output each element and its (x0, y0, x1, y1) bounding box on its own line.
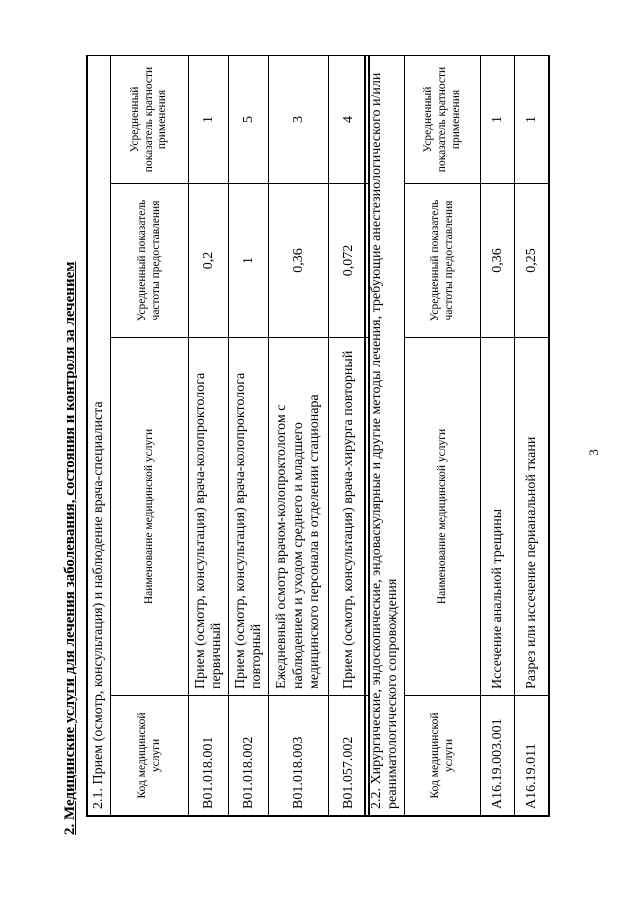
cell-name: Ежедневный осмотр врачом-колопроктологом с наблюдением и уходом среднего и младшего медицинского персонала в отделении стационара (269, 338, 329, 696)
cell-mult: 1 (189, 55, 229, 183)
cell-freq: 0,2 (189, 184, 229, 338)
header-code: Код медицинской услуги (405, 696, 481, 816)
cell-mult: 3 (269, 55, 329, 183)
table-row (481, 56, 515, 816)
table-title-row (88, 55, 111, 815)
header-freq: Усредненный показатель частоты предоставления (405, 184, 481, 338)
section-heading: 2. Медицинские услуги для лечения заболевания, состояния и контроля за лечением (62, 261, 78, 835)
table-header-row (405, 56, 481, 816)
header-mult: Усредненный показатель кратности применения (405, 56, 481, 184)
cell-code: A16.19.011 (515, 696, 549, 816)
cell-freq: 0,36 (269, 184, 329, 338)
header-code: Код медицинской услуги (111, 696, 189, 816)
cell-code: A16.19.003.001 (481, 696, 515, 816)
cell-mult: 5 (229, 55, 269, 183)
cell-mult: 1 (481, 56, 515, 184)
cell-mult: 1 (515, 56, 549, 184)
header-freq: Усредненный показатель частоты предоставления (111, 184, 189, 338)
header-name: Наименование медицинской услуги (111, 338, 189, 696)
cell-name: Прием (осмотр, консультация) врача-колопроктолога первичный (189, 338, 229, 696)
table-row (329, 55, 369, 815)
table-title-row (366, 56, 405, 816)
cell-name: Прием (осмотр, консультация) врача-хирурга повторный (329, 338, 369, 696)
table-2-2 (364, 55, 550, 817)
header-mult: Усредненный показатель кратности применения (111, 55, 189, 183)
table-row (189, 55, 229, 815)
table-2-1 (86, 55, 370, 817)
cell-freq: 1 (229, 184, 269, 338)
cell-code: B01.018.003 (269, 696, 329, 816)
cell-code: B01.057.002 (329, 696, 369, 816)
cell-freq: 0,072 (329, 184, 369, 338)
table-header-row (111, 55, 189, 815)
cell-freq: 0,36 (481, 184, 515, 338)
cell-name: Иссечение анальной трещины (481, 338, 515, 696)
header-name: Наименование медицинской услуги (405, 338, 481, 696)
table-title: 2.1. Прием (осмотр, консультация) и наблюдение врача-специалиста (88, 55, 111, 815)
cell-name: Разрез или иссечение перианальной ткани (515, 338, 549, 696)
cell-freq: 0,25 (515, 184, 549, 338)
table-row (269, 55, 329, 815)
table-title: 2.2. Хирургические, эндоскопические, эндоваскулярные и другие методы лечения, требующие анестезиологического и/или реаниматологического сопровождения (366, 56, 405, 816)
cell-code: B01.018.002 (229, 696, 269, 816)
cell-name: Прием (осмотр, консультация) врача-колопроктолога повторный (229, 338, 269, 696)
table-row (515, 56, 549, 816)
page-number: 3 (586, 449, 601, 456)
cell-mult: 4 (329, 55, 369, 183)
cell-code: B01.018.001 (189, 696, 229, 816)
table-row (229, 55, 269, 815)
